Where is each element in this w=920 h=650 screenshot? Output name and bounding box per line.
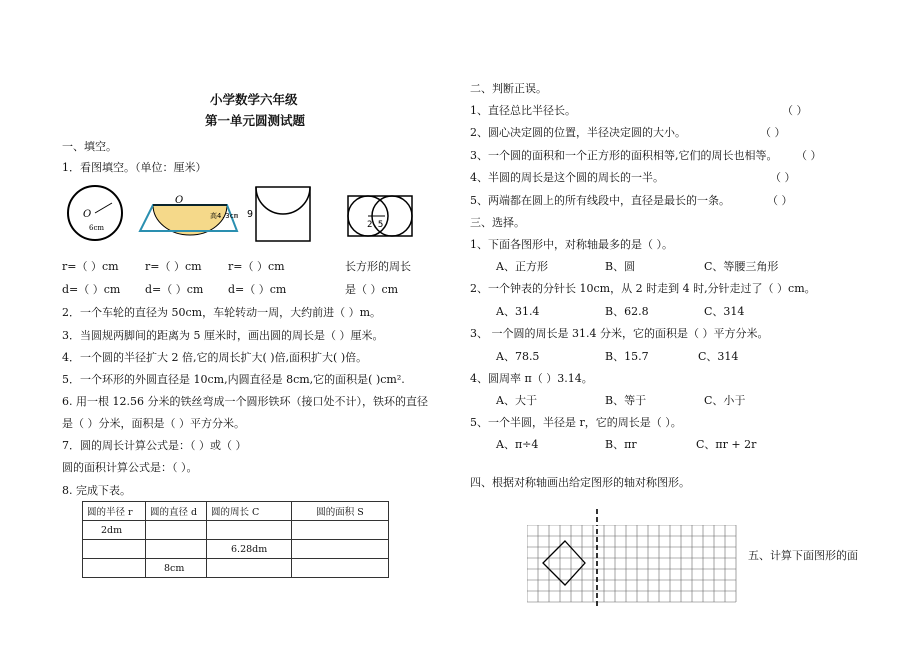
choice-option: B、πr — [605, 438, 637, 451]
square-semicircle-figure — [244, 184, 314, 246]
table-header: 圆的周长 C — [207, 502, 292, 521]
choice-question: 5、一个半圆，半径是 r，它的周长是（ ）。 — [470, 416, 682, 429]
question: 4．一个圆的半径扩大 2 倍,它的周长扩大( )倍,面积扩大( )倍。 — [62, 351, 368, 364]
choice-option: C、等腰三角形 — [704, 260, 779, 273]
question: 是（ ）分米，面积是（ ）平方分米。 — [62, 417, 245, 430]
question: 圆的面积计算公式是：（ ）。 — [62, 461, 198, 474]
table-row — [83, 540, 389, 559]
choice-option: A、正方形 — [496, 260, 548, 273]
section-heading: 五、计算下面图形的面 — [748, 549, 858, 562]
choice-question: 1、下面各图形中，对称轴最多的是（ ）。 — [470, 238, 673, 251]
choice-option: A、31.4 — [496, 305, 540, 318]
table-cell[interactable] — [292, 559, 389, 578]
choice-option: C、小于 — [704, 394, 746, 407]
table-header: 圆的半径 r — [83, 502, 146, 521]
circle-figure — [62, 183, 132, 243]
choice-option: B、圆 — [605, 260, 636, 273]
semicircle-figure — [135, 193, 245, 243]
circle-radius-label: 6cm — [89, 224, 105, 232]
section-heading: 四、根据对称轴画出给定图形的轴对称图形。 — [470, 476, 690, 489]
rect-perimeter-blank: 是（ ）cm — [345, 283, 399, 296]
height-label: 高4.3cm — [210, 212, 239, 220]
choice-option: B、等于 — [605, 394, 647, 407]
judge-item: 3、一个圆的面积和一个正方形的面积相等,它们的周长也相等。 — [470, 149, 778, 162]
choice-option: C、πr + 2r — [696, 438, 757, 451]
table-cell[interactable]: 2dm — [83, 521, 146, 540]
blank-d-2: d=（ ）cm — [145, 283, 204, 296]
question: 2．一个车轮的直径为 50cm，车轮转动一周，大约前进（ ）m。 — [62, 306, 382, 319]
table-row — [83, 559, 389, 578]
judge-mark: （ ） — [767, 194, 793, 207]
table-cell[interactable] — [146, 521, 207, 540]
choice-option: A、78.5 — [496, 350, 540, 363]
table-cell[interactable]: 6.28dm — [207, 540, 292, 559]
judge-mark: （ ） — [782, 104, 808, 117]
section-heading: 三、选择。 — [470, 216, 525, 229]
rect-perimeter-label: 长方形的周长 — [345, 260, 411, 273]
judge-item: 4、半圆的周长是这个圆的周长的一半。 — [470, 171, 664, 184]
judge-item: 1、直径总比半径长。 — [470, 104, 576, 117]
choice-option: C、314 — [698, 350, 739, 363]
circle-center-label: O — [83, 209, 92, 220]
section-heading: 一、填空。 — [62, 140, 117, 153]
table-header: 圆的直径 d — [146, 502, 207, 521]
table-cell[interactable] — [207, 559, 292, 578]
choice-option: B、15.7 — [605, 350, 649, 363]
judge-item: 2、圆心决定圆的位置，半径决定圆的大小。 — [470, 126, 686, 139]
axis-extension — [595, 509, 599, 525]
rectangle-circles-figure — [345, 193, 415, 243]
blank-r-1: r=（ ）cm — [62, 260, 119, 273]
table-cell[interactable] — [83, 559, 146, 578]
radius-label: 2.5 — [367, 220, 384, 230]
judge-mark: （ ） — [770, 171, 796, 184]
choice-option: A、π÷4 — [496, 438, 539, 451]
choice-option: C、314 — [704, 305, 745, 318]
page-subtitle: 第一单元圆测试题 — [205, 113, 306, 128]
table-header-row — [83, 502, 389, 521]
table-cell[interactable] — [83, 540, 146, 559]
judge-item: 5、两端都在圆上的所有线段中，直径是最长的一条。 — [470, 194, 730, 207]
blank-d-1: d=（ ）cm — [62, 283, 121, 296]
blank-d-3: d=（ ）cm — [228, 283, 287, 296]
question: 7．圆的周长计算公式是：（ ）或（ ） — [62, 439, 247, 452]
choice-question: 4、圆周率 π（ ）3.14。 — [470, 372, 593, 385]
question: 8. 完成下表。 — [62, 484, 131, 497]
choice-question: 3、 一个圆的周长是 31.4 分米，它的面积是（ ）平方分米。 — [470, 327, 769, 340]
choice-option: B、62.8 — [605, 305, 649, 318]
semicircle-center-label: O — [175, 195, 184, 206]
table-cell[interactable] — [292, 540, 389, 559]
table-row — [83, 521, 389, 540]
table-cell[interactable] — [146, 540, 207, 559]
blank-r-3: r=（ ）cm — [228, 260, 285, 273]
section-heading: 二、判断正误。 — [470, 82, 547, 95]
page-title: 小学数学六年级 — [210, 92, 298, 107]
table-cell[interactable]: 8cm — [146, 559, 207, 578]
table-header: 圆的面积 S — [292, 502, 389, 521]
side-label: 9 — [247, 209, 254, 220]
question: 6. 用一根 12.56 分米的铁丝弯成一个圆形铁环（接口处不计），铁环的直径 — [62, 395, 428, 408]
blank-r-2: r=（ ）cm — [145, 260, 202, 273]
judge-mark: （ ） — [796, 149, 822, 162]
question: 5．一个环形的外圆直径是 10cm,内圆直径是 8cm,它的面积是( )cm². — [62, 373, 405, 386]
choice-option: A、大于 — [496, 394, 537, 407]
question: 1．看图填空。（单位：厘米） — [62, 161, 207, 174]
table-cell[interactable] — [292, 521, 389, 540]
question: 3．当圆规两脚间的距离为 5 厘米时，画出圆的周长是（ ）厘米。 — [62, 329, 384, 342]
table-cell[interactable] — [207, 521, 292, 540]
circle-table — [82, 501, 389, 578]
judge-mark: （ ） — [760, 126, 786, 139]
symmetry-grid[interactable] — [527, 525, 737, 607]
choice-question: 2、一个钟表的分针长 10cm，从 2 时走到 4 时,分针走过了（ ）cm。 — [470, 282, 816, 295]
